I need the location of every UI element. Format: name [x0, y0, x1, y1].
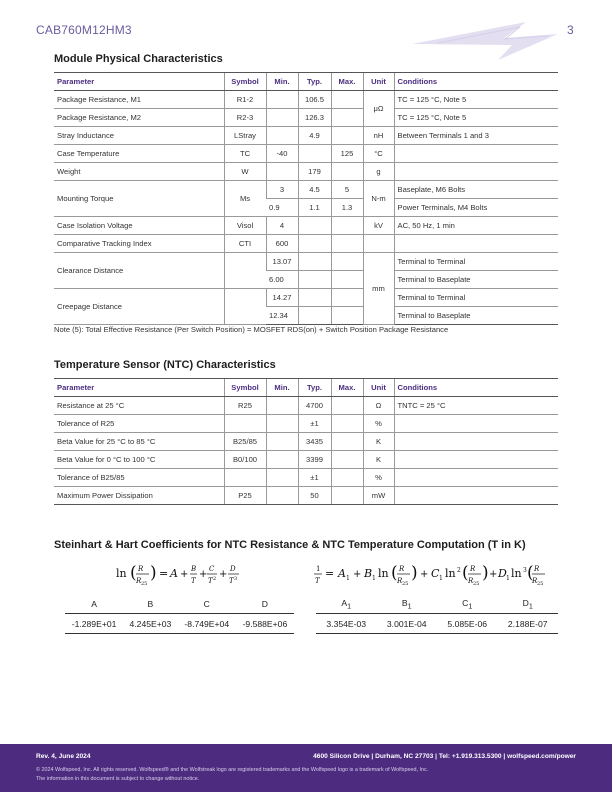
- column-header: Typ.: [298, 379, 331, 397]
- coefficient-header: $C_1$: [437, 595, 498, 614]
- copyright-text: © 2024 Wolfspeed, Inc. All rights reserved. Wolfspeed® and the Wolfstreak logo are registered trademarks and the Wolfspeed logo is a trademark of Wolfspeed, Inc.: [36, 767, 429, 773]
- module-table-note: Note (5): Total Effective Resistance (Per Switch Position) = MOSFET RDS(on) + Switch Position Package Resistance: [54, 325, 449, 334]
- svg-text:R: R: [534, 565, 540, 573]
- wolfstreak-logo: [408, 14, 558, 66]
- parameter-cell: Maximum Power Dissipation: [54, 487, 224, 505]
- typ-cell: 106.5: [298, 91, 331, 109]
- min-cell: 0.9: [266, 199, 298, 217]
- parameter-cell: Tolerance of B25/85: [54, 469, 224, 487]
- svg-text:R: R: [138, 565, 144, 573]
- typ-cell: 4.9: [298, 127, 331, 145]
- typ-cell: [298, 145, 331, 163]
- svg-text:B: B: [364, 567, 373, 580]
- svg-text:ln: ln: [445, 567, 456, 580]
- svg-text:R: R: [136, 577, 142, 585]
- max-cell: [331, 487, 363, 505]
- unit-cell: N-m: [363, 181, 394, 217]
- unit-cell: K: [363, 451, 394, 469]
- table-header-row: [54, 379, 558, 397]
- typ-cell: 50: [298, 487, 331, 505]
- column-header: Min.: [266, 379, 298, 397]
- table-row: [54, 91, 558, 109]
- module-section-title: Module Physical Characteristics: [54, 53, 223, 65]
- svg-text:+: +: [199, 569, 208, 580]
- typ-cell: 179: [298, 163, 331, 181]
- max-cell: [331, 451, 363, 469]
- conditions-cell: [394, 415, 558, 433]
- coefficient-value: 5.085E-06: [437, 614, 498, 634]
- table-row: [54, 127, 558, 145]
- svg-text:+: +: [420, 569, 429, 580]
- max-cell: [331, 415, 363, 433]
- max-cell: [331, 289, 363, 307]
- conditions-cell: [394, 487, 558, 505]
- symbol-cell: Visol: [224, 217, 266, 235]
- symbol-cell: [224, 469, 266, 487]
- typ-cell: 3435: [298, 433, 331, 451]
- svg-text:3: 3: [234, 576, 238, 582]
- coefficient-value: -9.588E+06: [236, 614, 294, 634]
- coefficient-value-row: [316, 614, 558, 634]
- parameter-cell: Creepage Distance: [54, 289, 224, 325]
- table-row: [54, 163, 558, 181]
- typ-cell: 4.5: [298, 181, 331, 199]
- svg-text:D: D: [230, 565, 236, 573]
- column-header: Conditions: [394, 379, 558, 397]
- conditions-cell: Power Terminals, M4 Bolts: [394, 199, 558, 217]
- coefficient-value: -1.289E+01: [65, 614, 123, 634]
- unit-cell: g: [363, 163, 394, 181]
- table-row: [54, 451, 558, 469]
- svg-text:(: (: [391, 563, 398, 583]
- column-header: Unit: [363, 73, 394, 91]
- conditions-cell: Terminal to Terminal: [394, 253, 558, 271]
- svg-text:T: T: [229, 577, 234, 585]
- conditions-cell: Terminal to Terminal: [394, 289, 558, 307]
- svg-text:R: R: [468, 577, 474, 585]
- max-cell: [331, 433, 363, 451]
- parameter-cell: Mounting Torque: [54, 181, 224, 217]
- table-row: [54, 487, 558, 505]
- table-row: [54, 433, 558, 451]
- svg-text:A: A: [338, 567, 346, 580]
- coefficient-header: A: [65, 595, 123, 614]
- min-cell: 3: [266, 181, 298, 199]
- typ-cell: 1.1: [298, 199, 331, 217]
- max-cell: [331, 469, 363, 487]
- column-header: Symbol: [224, 73, 266, 91]
- temperature-coefficients-table: [316, 595, 558, 634]
- table-row: [54, 181, 558, 199]
- min-cell: -40: [266, 145, 298, 163]
- max-cell: [331, 253, 363, 271]
- typ-cell: ±1: [298, 469, 331, 487]
- part-number: CAB760M12HM3: [36, 23, 132, 37]
- unit-cell: nH: [363, 127, 394, 145]
- table-row: [54, 217, 558, 235]
- symbol-cell: [224, 415, 266, 433]
- unit-cell: mm: [363, 253, 394, 325]
- svg-text:D: D: [498, 567, 507, 580]
- column-header: Conditions: [394, 73, 558, 91]
- table-row: [54, 415, 558, 433]
- parameter-cell: Case Temperature: [54, 145, 224, 163]
- disclaimer-text: The information in this document is subject to change without notice.: [36, 776, 200, 782]
- table-row: [54, 469, 558, 487]
- symbol-cell: R25: [224, 397, 266, 415]
- resistance-equation: [114, 560, 254, 588]
- min-cell: [266, 91, 298, 109]
- conditions-cell: TC = 125 °C, Note 5: [394, 109, 558, 127]
- parameter-cell: Resistance at 25 °C: [54, 397, 224, 415]
- min-cell: [266, 433, 298, 451]
- table-row: [54, 253, 558, 271]
- max-cell: [331, 307, 363, 325]
- coefficient-header: $D_1$: [498, 595, 559, 614]
- symbol-cell: [224, 253, 266, 289]
- svg-text:25: 25: [402, 581, 409, 587]
- table-row: [54, 145, 558, 163]
- min-cell: 14.27: [266, 289, 298, 307]
- svg-text:3: 3: [523, 567, 527, 574]
- conditions-cell: Terminal to Baseplate: [394, 271, 558, 289]
- max-cell: 125: [331, 145, 363, 163]
- table-header-row: [54, 73, 558, 91]
- unit-cell: Ω: [363, 397, 394, 415]
- typ-cell: 126.3: [298, 109, 331, 127]
- page-number: 3: [567, 23, 574, 37]
- symbol-cell: R2-3: [224, 109, 266, 127]
- coefficient-header: $B_1$: [377, 595, 438, 614]
- conditions-cell: [394, 433, 558, 451]
- parameter-cell: Package Resistance, M1: [54, 91, 224, 109]
- min-cell: [266, 163, 298, 181]
- min-cell: 6.00: [266, 271, 298, 289]
- symbol-cell: CTI: [224, 235, 266, 253]
- max-cell: 5: [331, 181, 363, 199]
- parameter-cell: Case Isolation Voltage: [54, 217, 224, 235]
- max-cell: [331, 235, 363, 253]
- module-characteristics-table: [54, 72, 558, 325]
- svg-text:B: B: [191, 565, 197, 573]
- max-cell: [331, 271, 363, 289]
- max-cell: [331, 127, 363, 145]
- conditions-cell: [394, 163, 558, 181]
- symbol-cell: [224, 289, 266, 325]
- coefficient-header-row: [65, 595, 294, 614]
- min-cell: [266, 127, 298, 145]
- svg-text:T: T: [315, 577, 320, 585]
- svg-text:T: T: [191, 577, 196, 585]
- max-cell: [331, 91, 363, 109]
- symbol-cell: B0/100: [224, 451, 266, 469]
- symbol-cell: P25: [224, 487, 266, 505]
- coefficient-value: 2.188E-07: [498, 614, 559, 634]
- temperature-equation: [312, 560, 552, 588]
- svg-text:25: 25: [473, 581, 480, 587]
- svg-text:R: R: [470, 565, 476, 573]
- conditions-cell: TNTC = 25 °C: [394, 397, 558, 415]
- min-cell: [266, 451, 298, 469]
- steinhart-section-title: Steinhart & Hart Coefficients for NTC Resistance & NTC Temperature Computation (T in K): [54, 539, 526, 551]
- symbol-cell: TC: [224, 145, 266, 163]
- svg-text:=: =: [159, 567, 169, 580]
- typ-cell: [298, 235, 331, 253]
- column-header: Typ.: [298, 73, 331, 91]
- conditions-cell: AC, 50 Hz, 1 min: [394, 217, 558, 235]
- parameter-cell: Stray Inductance: [54, 127, 224, 145]
- svg-text:A: A: [170, 567, 178, 580]
- svg-text:T: T: [208, 577, 213, 585]
- svg-text:): ): [150, 563, 157, 583]
- symbol-cell: Ms: [224, 181, 266, 217]
- min-cell: 13.07: [266, 253, 298, 271]
- conditions-cell: Between Terminals 1 and 3: [394, 127, 558, 145]
- page-footer: [0, 744, 612, 792]
- svg-text:25: 25: [537, 581, 544, 587]
- coefficient-value: 3.001E-04: [377, 614, 438, 634]
- min-cell: [266, 415, 298, 433]
- svg-text:R: R: [532, 577, 538, 585]
- symbol-cell: B25/85: [224, 433, 266, 451]
- typ-cell: ±1: [298, 415, 331, 433]
- unit-cell: %: [363, 469, 394, 487]
- column-header: Max.: [331, 379, 363, 397]
- coefficient-value-row: [65, 614, 294, 634]
- revision-label: Rev. 4, June 2024: [36, 753, 91, 760]
- svg-text:2: 2: [457, 567, 461, 574]
- coefficient-value: -8.749E+04: [178, 614, 236, 634]
- unit-cell: °C: [363, 145, 394, 163]
- ntc-section-title: Temperature Sensor (NTC) Characteristics: [54, 359, 276, 371]
- column-header: Parameter: [54, 73, 224, 91]
- max-cell: 1.3: [331, 199, 363, 217]
- parameter-cell: Tolerance of R25: [54, 415, 224, 433]
- typ-cell: [298, 271, 331, 289]
- symbol-cell: LStray: [224, 127, 266, 145]
- resistance-coefficients-table: [65, 595, 294, 634]
- coefficient-header: $A_1$: [316, 595, 377, 614]
- svg-text:1: 1: [439, 575, 443, 582]
- conditions-cell: Terminal to Baseplate: [394, 307, 558, 325]
- parameter-cell: Comparative Tracking Index: [54, 235, 224, 253]
- min-cell: [266, 109, 298, 127]
- table-row: [54, 397, 558, 415]
- column-header: Min.: [266, 73, 298, 91]
- conditions-cell: Baseplate, M6 Bolts: [394, 181, 558, 199]
- unit-cell: mW: [363, 487, 394, 505]
- conditions-cell: [394, 235, 558, 253]
- ntc-characteristics-table: [54, 378, 558, 505]
- typ-cell: [298, 289, 331, 307]
- conditions-cell: TC = 125 °C, Note 5: [394, 91, 558, 109]
- min-cell: [266, 487, 298, 505]
- typ-cell: 3399: [298, 451, 331, 469]
- parameter-cell: Beta Value for 25 °C to 85 °C: [54, 433, 224, 451]
- svg-text:25: 25: [141, 581, 148, 587]
- svg-text:=: =: [325, 567, 335, 580]
- parameter-cell: Beta Value for 0 °C to 100 °C: [54, 451, 224, 469]
- table-row: [54, 109, 558, 127]
- svg-text:C: C: [431, 567, 440, 580]
- coefficient-header: B: [123, 595, 178, 614]
- svg-text:(: (: [527, 563, 534, 583]
- svg-text:+: +: [180, 569, 189, 580]
- coefficient-value: 4.245E+03: [123, 614, 178, 634]
- parameter-cell: Weight: [54, 163, 224, 181]
- svg-text:+: +: [353, 569, 362, 580]
- min-cell: [266, 397, 298, 415]
- svg-text:C: C: [209, 565, 215, 573]
- max-cell: [331, 109, 363, 127]
- max-cell: [331, 217, 363, 235]
- min-cell: 12.34: [266, 307, 298, 325]
- conditions-cell: [394, 451, 558, 469]
- svg-text:): ): [482, 563, 489, 583]
- svg-text:R: R: [397, 577, 403, 585]
- contact-info: 4600 Silicon Drive | Durham, NC 27703 | Tel: +1.919.313.5300 | wolfspeed.com/power: [313, 753, 576, 760]
- coefficient-header: C: [178, 595, 236, 614]
- unit-cell: kV: [363, 217, 394, 235]
- coefficient-value: 3.354E-03: [316, 614, 377, 634]
- svg-text:1: 1: [372, 575, 376, 582]
- svg-text:(: (: [130, 563, 137, 583]
- symbol-cell: W: [224, 163, 266, 181]
- svg-text:ln: ln: [511, 567, 522, 580]
- svg-text:R: R: [399, 565, 405, 573]
- conditions-cell: [394, 145, 558, 163]
- svg-text:(: (: [462, 563, 469, 583]
- table-row: [54, 289, 558, 307]
- svg-text:1: 1: [346, 575, 350, 582]
- min-cell: [266, 469, 298, 487]
- svg-text:+: +: [219, 569, 228, 580]
- coefficient-header: D: [236, 595, 294, 614]
- svg-text:2: 2: [213, 576, 217, 582]
- svg-text:+: +: [489, 569, 498, 580]
- min-cell: 4: [266, 217, 298, 235]
- table-row: [54, 235, 558, 253]
- svg-text:1: 1: [506, 575, 510, 582]
- conditions-cell: [394, 469, 558, 487]
- symbol-cell: R1-2: [224, 91, 266, 109]
- column-header: Unit: [363, 379, 394, 397]
- typ-cell: [298, 253, 331, 271]
- typ-cell: 4700: [298, 397, 331, 415]
- min-cell: 600: [266, 235, 298, 253]
- unit-cell: [363, 235, 394, 253]
- svg-text:): ): [411, 563, 418, 583]
- unit-cell: μΩ: [363, 91, 394, 127]
- typ-cell: [298, 307, 331, 325]
- svg-text:1: 1: [316, 565, 321, 573]
- column-header: Max.: [331, 73, 363, 91]
- column-header: Parameter: [54, 379, 224, 397]
- typ-cell: [298, 217, 331, 235]
- coefficient-header-row: [316, 595, 558, 614]
- parameter-cell: Package Resistance, M2: [54, 109, 224, 127]
- parameter-cell: Clearance Distance: [54, 253, 224, 289]
- max-cell: [331, 397, 363, 415]
- unit-cell: K: [363, 433, 394, 451]
- column-header: Symbol: [224, 379, 266, 397]
- unit-cell: %: [363, 415, 394, 433]
- svg-text:ln: ln: [116, 567, 127, 580]
- svg-text:ln: ln: [378, 567, 389, 580]
- max-cell: [331, 163, 363, 181]
